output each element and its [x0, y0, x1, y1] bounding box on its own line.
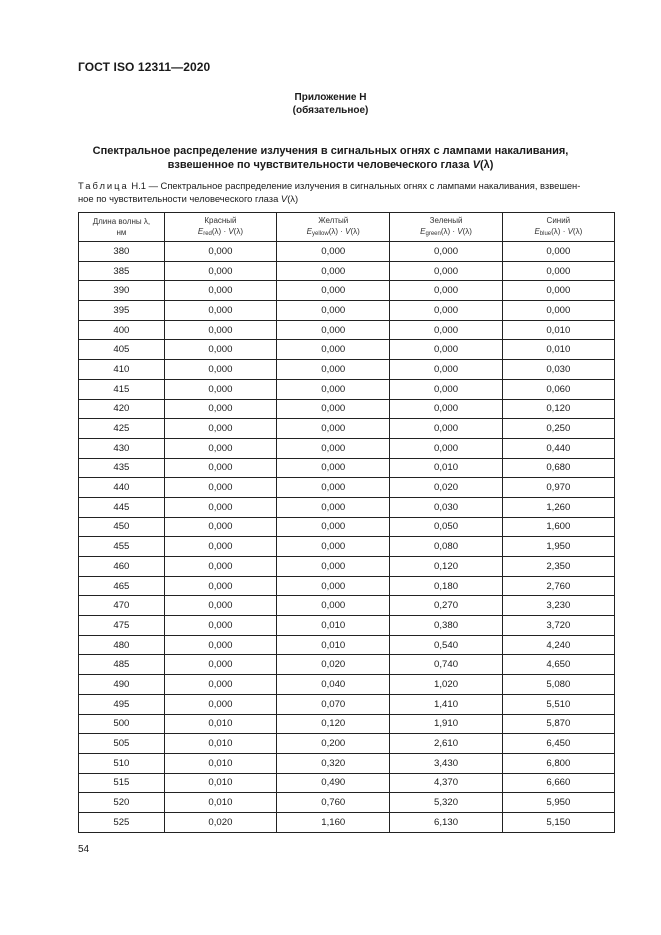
cell-green: 0,000 [390, 242, 502, 262]
section-title-symbol: V [472, 159, 480, 171]
cell-blue: 0,010 [502, 340, 614, 360]
cell-green: 0,000 [390, 340, 502, 360]
header-blue-formula [503, 226, 614, 240]
cell-wavelength: 495 [79, 694, 165, 714]
cell-blue: 0,010 [502, 320, 614, 340]
table-row [79, 793, 615, 813]
header-yellow-formula [277, 226, 389, 240]
cell-wavelength: 500 [79, 714, 165, 734]
header-green-v: V [457, 226, 463, 236]
cell-yellow: 0,200 [277, 734, 390, 754]
cell-blue: 0,000 [502, 242, 614, 262]
table-row [79, 675, 615, 695]
cell-wavelength: 445 [79, 497, 165, 517]
cell-blue: 1,260 [502, 497, 614, 517]
header-blue-v: V [567, 226, 573, 236]
header-yellow-v: V [345, 226, 351, 236]
header-yellow-name: Желтый [318, 215, 349, 225]
document-code: ГОСТ ISO 12311—2020 [78, 60, 211, 74]
cell-yellow: 0,000 [277, 340, 390, 360]
cell-red: 0,000 [164, 458, 276, 478]
cell-wavelength: 430 [79, 438, 165, 458]
cell-wavelength: 480 [79, 635, 165, 655]
appendix-heading [0, 91, 661, 117]
cell-yellow: 1,160 [277, 812, 390, 832]
cell-wavelength: 415 [79, 379, 165, 399]
cell-red: 0,000 [164, 242, 276, 262]
cell-blue: 6,800 [502, 753, 614, 773]
table-row [79, 517, 615, 537]
cell-wavelength: 425 [79, 419, 165, 439]
cell-green: 1,020 [390, 675, 502, 695]
table-row [79, 812, 615, 832]
cell-blue: 0,970 [502, 478, 614, 498]
cell-blue: 0,440 [502, 438, 614, 458]
cell-yellow: 0,000 [277, 497, 390, 517]
cell-wavelength: 420 [79, 399, 165, 419]
table-header-row [79, 213, 615, 242]
cell-wavelength: 390 [79, 281, 165, 301]
cell-red: 0,000 [164, 340, 276, 360]
appendix-subtitle: (обязательное) [292, 105, 369, 116]
header-yellow-e: E [306, 226, 313, 236]
cell-red: 0,000 [164, 655, 276, 675]
caption-number: Н.1 [131, 180, 146, 191]
cell-yellow: 0,000 [277, 596, 390, 616]
cell-blue: 1,950 [502, 537, 614, 557]
cell-yellow: 0,010 [277, 635, 390, 655]
section-title-text: взвешенное по чувствительности человеческого глаза [167, 159, 473, 171]
cell-wavelength: 525 [79, 812, 165, 832]
cell-blue: 4,650 [502, 655, 614, 675]
table-row [79, 320, 615, 340]
cell-wavelength: 380 [79, 242, 165, 262]
cell-yellow: 0,000 [277, 360, 390, 380]
header-blue-lambda: (λ) · [551, 226, 568, 236]
cell-red: 0,000 [164, 557, 276, 577]
cell-green: 0,000 [390, 261, 502, 281]
table-caption [78, 180, 618, 205]
cell-wavelength: 450 [79, 517, 165, 537]
table-body [79, 242, 615, 833]
table-row [79, 379, 615, 399]
cell-red: 0,000 [164, 616, 276, 636]
cell-green: 0,000 [390, 399, 502, 419]
cell-yellow: 0,000 [277, 458, 390, 478]
cell-yellow: 0,000 [277, 557, 390, 577]
cell-wavelength: 410 [79, 360, 165, 380]
cell-red: 0,000 [164, 517, 276, 537]
cell-blue: 5,510 [502, 694, 614, 714]
cell-red: 0,000 [164, 694, 276, 714]
cell-wavelength: 385 [79, 261, 165, 281]
cell-wavelength: 465 [79, 576, 165, 596]
caption-line2 [78, 193, 618, 206]
cell-green: 1,410 [390, 694, 502, 714]
header-red-name: Красный [204, 215, 237, 225]
cell-red: 0,000 [164, 576, 276, 596]
table-row [79, 576, 615, 596]
cell-wavelength: 440 [79, 478, 165, 498]
cell-green: 0,030 [390, 497, 502, 517]
cell-red: 0,000 [164, 635, 276, 655]
cell-green: 0,000 [390, 320, 502, 340]
cell-wavelength: 475 [79, 616, 165, 636]
cell-red: 0,010 [164, 753, 276, 773]
cell-red: 0,000 [164, 537, 276, 557]
cell-red: 0,000 [164, 261, 276, 281]
cell-blue: 0,250 [502, 419, 614, 439]
cell-green: 1,910 [390, 714, 502, 734]
caption-text: — Спектральное распределение излучения в сигнальных огнях с лампами накаливания, взвешен- [145, 180, 581, 191]
table-row [79, 497, 615, 517]
cell-green: 3,430 [390, 753, 502, 773]
cell-red: 0,010 [164, 773, 276, 793]
table-row [79, 399, 615, 419]
cell-blue: 0,000 [502, 301, 614, 321]
table-row [79, 537, 615, 557]
cell-red: 0,000 [164, 497, 276, 517]
cell-red: 0,000 [164, 675, 276, 695]
cell-wavelength: 505 [79, 734, 165, 754]
section-title [60, 144, 601, 172]
header-blue-sub: blue [539, 230, 552, 237]
cell-yellow: 0,000 [277, 419, 390, 439]
header-blue [502, 213, 614, 242]
table-row [79, 734, 615, 754]
cell-green: 0,080 [390, 537, 502, 557]
cell-blue: 5,870 [502, 714, 614, 734]
table-row [79, 438, 615, 458]
cell-yellow: 0,000 [277, 517, 390, 537]
table-row [79, 635, 615, 655]
cell-green: 0,540 [390, 635, 502, 655]
header-yellow [277, 213, 390, 242]
cell-yellow: 0,000 [277, 320, 390, 340]
cell-wavelength: 510 [79, 753, 165, 773]
cell-green: 0,000 [390, 438, 502, 458]
cell-wavelength: 515 [79, 773, 165, 793]
table-row [79, 261, 615, 281]
table-row [79, 714, 615, 734]
cell-green: 0,180 [390, 576, 502, 596]
header-green [390, 213, 502, 242]
table-row [79, 242, 615, 262]
header-blue-e: E [534, 226, 540, 236]
cell-green: 0,270 [390, 596, 502, 616]
cell-yellow: 0,000 [277, 478, 390, 498]
cell-green: 2,610 [390, 734, 502, 754]
cell-blue: 0,060 [502, 379, 614, 399]
header-wavelength-unit: нм [116, 228, 127, 237]
section-title-line2 [60, 158, 601, 172]
section-title-line1: Спектральное распределение излучения в сигнальных огнях с лампами накаливания, [92, 145, 569, 157]
cell-red: 0,000 [164, 360, 276, 380]
cell-yellow: 0,120 [277, 714, 390, 734]
header-blue-lambda-end: (λ) [572, 226, 583, 236]
table-row [79, 301, 615, 321]
cell-blue: 6,450 [502, 734, 614, 754]
cell-red: 0,000 [164, 438, 276, 458]
cell-wavelength: 400 [79, 320, 165, 340]
table-row [79, 458, 615, 478]
appendix-title: Приложение Н [294, 92, 367, 103]
header-green-lambda-end: (λ) [462, 226, 472, 236]
cell-red: 0,010 [164, 714, 276, 734]
header-red [164, 213, 276, 242]
cell-yellow: 0,320 [277, 753, 390, 773]
header-red-lambda: (λ) · [211, 226, 229, 236]
header-wavelength-line1: Длина волны λ, [92, 217, 151, 226]
header-yellow-lambda-end: (λ) [350, 226, 360, 236]
cell-blue: 4,240 [502, 635, 614, 655]
header-red-e: E [197, 226, 204, 236]
cell-blue: 2,760 [502, 576, 614, 596]
table-row [79, 753, 615, 773]
cell-yellow: 0,010 [277, 616, 390, 636]
header-green-e: E [420, 226, 426, 236]
cell-green: 0,000 [390, 360, 502, 380]
header-red-v: V [228, 226, 234, 236]
table-row [79, 281, 615, 301]
table-row [79, 360, 615, 380]
cell-red: 0,010 [164, 793, 276, 813]
cell-yellow: 0,020 [277, 655, 390, 675]
cell-wavelength: 455 [79, 537, 165, 557]
cell-green: 0,120 [390, 557, 502, 577]
cell-wavelength: 490 [79, 675, 165, 695]
cell-blue: 5,080 [502, 675, 614, 695]
caption-suffix: (λ) [287, 192, 299, 204]
cell-green: 0,020 [390, 478, 502, 498]
cell-blue: 3,720 [502, 616, 614, 636]
cell-blue: 5,150 [502, 812, 614, 832]
cell-yellow: 0,000 [277, 576, 390, 596]
cell-blue: 0,120 [502, 399, 614, 419]
cell-yellow: 0,040 [277, 675, 390, 695]
caption-text-2: ное по чувствительности человеческого глаза [78, 192, 281, 204]
cell-blue: 5,950 [502, 793, 614, 813]
cell-green: 0,740 [390, 655, 502, 675]
cell-yellow: 0,000 [277, 301, 390, 321]
cell-red: 0,000 [164, 301, 276, 321]
cell-green: 6,130 [390, 812, 502, 832]
table-row [79, 616, 615, 636]
cell-red: 0,000 [164, 379, 276, 399]
cell-red: 0,000 [164, 419, 276, 439]
cell-yellow: 0,000 [277, 379, 390, 399]
table-row [79, 655, 615, 675]
cell-wavelength: 435 [79, 458, 165, 478]
cell-yellow: 0,070 [277, 694, 390, 714]
cell-yellow: 0,760 [277, 793, 390, 813]
cell-wavelength: 485 [79, 655, 165, 675]
cell-yellow: 0,000 [277, 537, 390, 557]
header-blue-name: Синий [546, 215, 571, 225]
cell-wavelength: 460 [79, 557, 165, 577]
cell-green: 0,000 [390, 379, 502, 399]
header-yellow-lambda: (λ) · [328, 226, 346, 236]
cell-wavelength: 395 [79, 301, 165, 321]
header-red-lambda-end: (λ) [233, 226, 243, 236]
table-row [79, 596, 615, 616]
cell-green: 0,000 [390, 419, 502, 439]
header-yellow-sub: yellow [312, 230, 329, 237]
page-number: 54 [78, 844, 90, 855]
cell-red: 0,010 [164, 734, 276, 754]
cell-blue: 3,230 [502, 596, 614, 616]
cell-red: 0,000 [164, 596, 276, 616]
table-row [79, 419, 615, 439]
cell-yellow: 0,000 [277, 438, 390, 458]
cell-yellow: 0,000 [277, 261, 390, 281]
cell-red: 0,000 [164, 399, 276, 419]
table-row [79, 340, 615, 360]
cell-blue: 0,000 [502, 261, 614, 281]
header-wavelength [79, 213, 165, 242]
section-title-suffix: (λ) [479, 159, 494, 171]
cell-blue: 6,660 [502, 773, 614, 793]
cell-green: 5,320 [390, 793, 502, 813]
table-row [79, 694, 615, 714]
header-green-name: Зеленый [429, 215, 463, 225]
cell-green: 0,000 [390, 281, 502, 301]
cell-green: 0,010 [390, 458, 502, 478]
cell-green: 4,370 [390, 773, 502, 793]
cell-green: 0,050 [390, 517, 502, 537]
cell-green: 0,380 [390, 616, 502, 636]
caption-label: Таблица [78, 180, 129, 191]
cell-red: 0,000 [164, 478, 276, 498]
cell-blue: 0,000 [502, 281, 614, 301]
cell-yellow: 0,000 [277, 281, 390, 301]
cell-red: 0,000 [164, 281, 276, 301]
table-row [79, 773, 615, 793]
cell-red: 0,020 [164, 812, 276, 832]
cell-blue: 1,600 [502, 517, 614, 537]
caption-symbol: V [280, 192, 288, 204]
cell-red: 0,000 [164, 320, 276, 340]
header-green-formula [390, 226, 501, 240]
cell-yellow: 0,000 [277, 242, 390, 262]
table-row [79, 478, 615, 498]
cell-yellow: 0,490 [277, 773, 390, 793]
header-red-sub: red [203, 230, 212, 237]
table-row [79, 557, 615, 577]
spectral-table [78, 212, 615, 833]
cell-green: 0,000 [390, 301, 502, 321]
caption-line1 [78, 180, 618, 193]
cell-wavelength: 470 [79, 596, 165, 616]
cell-wavelength: 405 [79, 340, 165, 360]
header-red-formula [165, 226, 276, 240]
cell-yellow: 0,000 [277, 399, 390, 419]
header-green-lambda: (λ) · [440, 226, 458, 236]
header-green-sub: green [425, 230, 441, 237]
cell-wavelength: 520 [79, 793, 165, 813]
cell-blue: 2,350 [502, 557, 614, 577]
cell-blue: 0,030 [502, 360, 614, 380]
cell-blue: 0,680 [502, 458, 614, 478]
